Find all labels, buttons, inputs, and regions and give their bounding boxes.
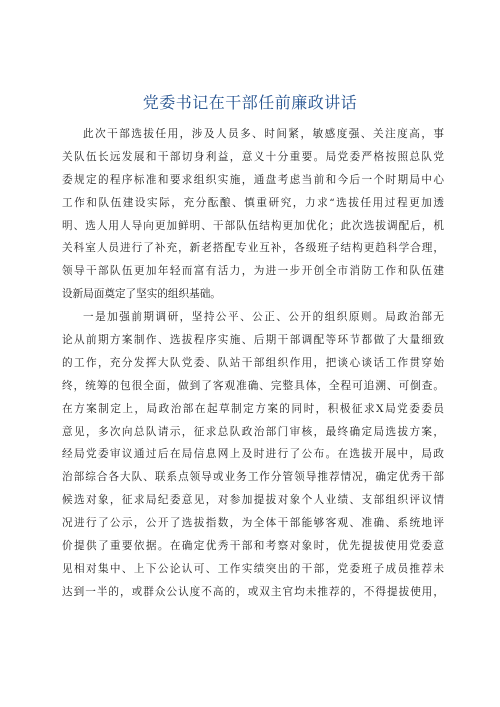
paragraph-line: 治部综合各大队、联系点领导或业务工作分管领导推荐情况，确定优秀干部 <box>62 471 444 484</box>
paragraph-line: 关队伍长远发展和干部切身利益，意义十分重要。局党委严格按照总队党 <box>62 150 444 163</box>
document-body <box>62 123 444 604</box>
paragraph-line: 此次干部选拔任用，涉及人员多、时间紧，敏感度强、关注度高，事 <box>83 128 444 140</box>
paragraph-line: 经局党委审议通过后在局信息网上及时进行了公布。在选拔开展中，局政 <box>62 448 444 461</box>
paragraph-line: 的工作，充分发挥大队党委、队站干部组织作用，把谈心谈话工作贯穿始 <box>62 356 444 369</box>
paragraph-line: 况进行了公示，公开了选拔指数，为全体干部能够客观、准确、系统地评 <box>62 517 444 530</box>
paragraph-line: 领导干部队伍更加年轻而富有活力，为进一步开创全市消防工作和队伍建 <box>62 265 444 278</box>
paragraph-line: 见相对集中、上下公论认可、工作实绩突出的干部，党委班子成员推荐未 <box>62 562 444 575</box>
paragraph-line: 设新局面奠定了坚实的组织基础。 <box>62 288 221 301</box>
paragraph-line: 明、选人用人导向更加鲜明、干部队伍结构更加优化；此次选拔调配后，机 <box>62 219 444 232</box>
paragraph-line: 意见，多次向总队请示，征求总队政治部门审核，最终确定局选拔方案， <box>62 425 444 438</box>
paragraph-line: 候选对象，征求局纪委意见，对参加提拔对象个人业绩、支部组织评议情 <box>62 494 444 507</box>
paragraph-line: 在方案制定上，局政治部在起草制定方案的同时，积极征求X局党委委员 <box>62 402 444 415</box>
paragraph-line: 一是加强前期调研，坚持公平、公正、公开的组织原则。局政治部无 <box>83 311 444 324</box>
paragraph-line: 价提供了重要依据。在确定优秀干部和考察对象时，优先提拔使用党委意 <box>62 540 444 553</box>
paragraph-line: 达到一半的，或群众公认度不高的，或双主官均未推荐的，不得提拔使用， <box>62 585 444 598</box>
paragraph-line: 工作和队伍建设实际，充分酝酿、慎重研究，力求“选拔任用过程更加透 <box>62 196 444 209</box>
document-title: 党委书记在干部任前廉政讲话 <box>142 93 358 112</box>
paragraph-line: 终，统筹的包很全面，做到了客观准确、完整具体，全程可追溯、可倒查。 <box>62 379 444 392</box>
paragraph-line: 委规定的程序标准和要求组织实施，通盘考虑当前和今后一个时期局中心 <box>62 173 444 186</box>
paragraph-line: 论从前期方案制作、选拔程序实施、后期干部调配等环节都做了大量细致 <box>62 334 444 347</box>
paragraph-line: 关科室人员进行了补充，新老搭配专业互补，各级班子结构更趋科学合理， <box>62 242 444 255</box>
